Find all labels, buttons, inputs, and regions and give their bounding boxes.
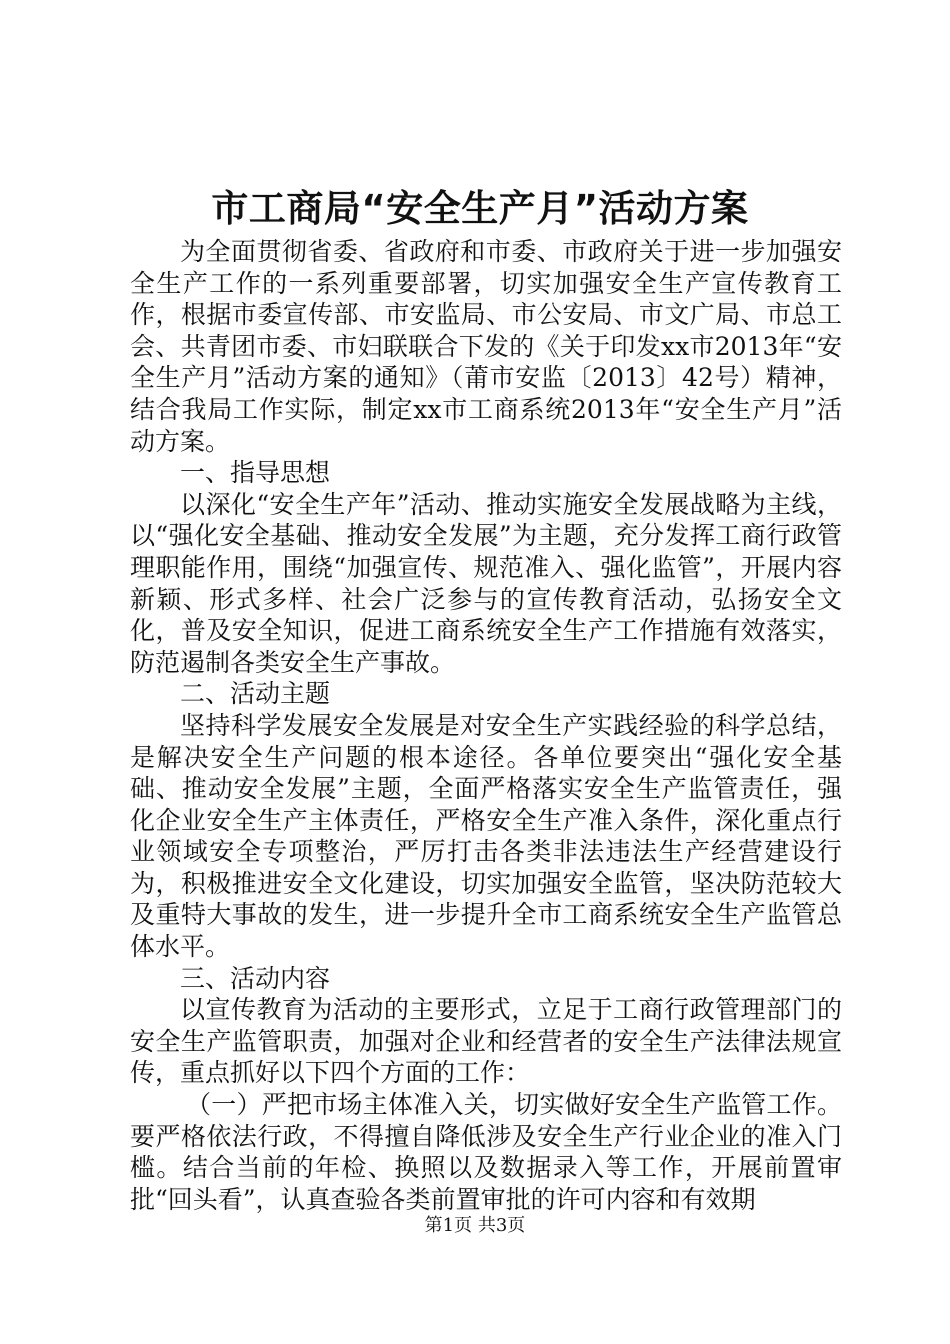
theme-paragraph: 坚持科学发展安全发展是对安全生产实践经验的科学总结，是解决安全生产问题的根本途径。各单位要突出“强化安全基础、推动安全发展”主题，全面严格落实安全生产监管责任，强化企业安全生产主体责任，严格安全生产准入条件，深化重点行业领域安全专项整治，严厉打击各类非法违法生产经营建设行为，积极推进安全文化建设，切实加强安全监管，坚决防范较大及重特大事故的发生，进一步提升全市工商系统安全生产监管总体水平。 [130, 710, 842, 962]
content-paragraph: 以宣传教育为活动的主要形式，立足于工商行政管理部门的安全生产监管职责，加强对企业和经营者的安全生产法律法规宣传，重点抓好以下四个方面的工作： [130, 995, 842, 1088]
document-title: 市工商局“安全生产月”活动方案 [211, 187, 749, 230]
section-heading-theme: 二、活动主题 [180, 679, 331, 709]
subsection-paragraph-1: （一）严把市场主体准入关，切实做好安全生产监管工作。要严格依法行政，不得擅自降低涉及安全生产行业企业的准入门槛。结合当前的年检、换照以及数据录入等工作，开展前置审批“回头看”，认真查验各类前置审批的许可内容和有效期 [130, 1090, 842, 1214]
section-heading-guiding-thought: 一、指导思想 [180, 458, 331, 488]
document-body [130, 236, 842, 1215]
intro-paragraph: 为全面贯彻省委、省政府和市委、市政府关于进一步加强安全生产工作的一系列重要部署，切实加强安全生产宣传教育工作，根据市委宣传部、市安监局、市公安局、市文广局、市总工会、共青团市委、市妇联联合下发的《关于印发xx市2013年“安全生产月”活动方案的通知》（莆市安监〔2013〕42号）精神，结合我局工作实际，制定xx市工商系统2013年“安全生产月”活动方案。 [130, 237, 842, 456]
page-footer: 第1页 共3页 [424, 1215, 526, 1236]
section-heading-content: 三、活动内容 [180, 963, 331, 993]
guiding-thought-paragraph: 以深化“安全生产年”活动、推动实施安全发展战略为主线，以“强化安全基础、推动安全发展”为主题，充分发挥工商行政管理职能作用，围绕“加强宣传、规范准入、强化监管”，开展内容新颖、形式多样、社会广泛参与的宣传教育活动，弘扬安全文化，普及安全知识，促进工商系统安全生产工作措施有效落实，防范遏制各类安全生产事故。 [130, 489, 842, 677]
